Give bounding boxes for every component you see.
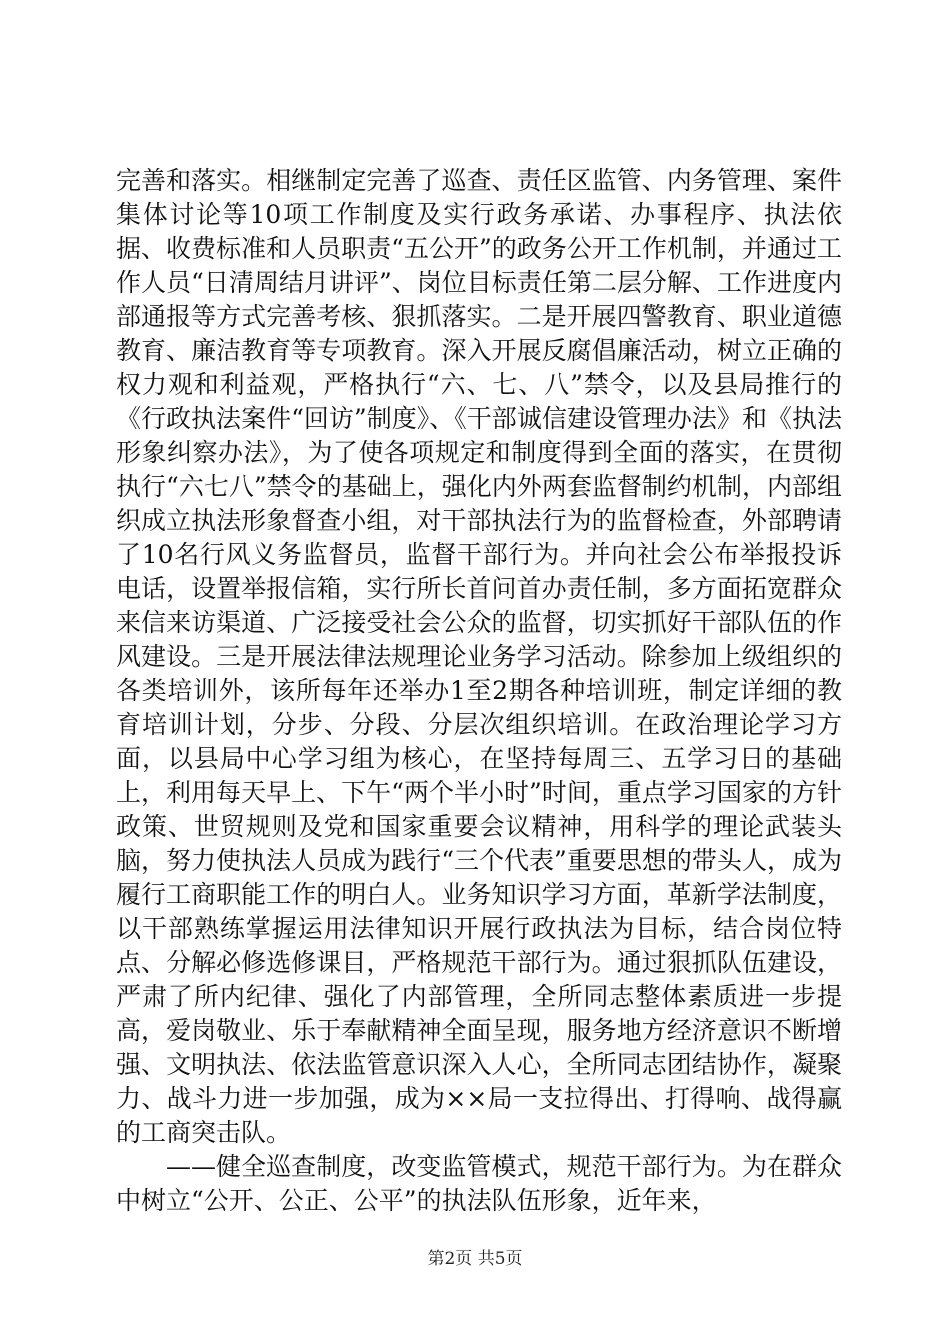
paragraph-1: 完善和落实。相继制定完善了巡查、责任区监管、内务管理、案件集体讨论等10项工作制度及实行政务承诺、办事程序、执法依据、收费标准和人员职责“五公开”的政务公开工作机制，并通过工作人员“日清周结月讲评”、岗位目标责任第二层分解、工作进度内部通报等方式完善考核、狠抓落实。二是开展四警教育、职业道德教育、廉洁教育等专项教育。深入开展反腐倡廉活动，树立正确的权力观和利益观，严格执行“六、七、八”禁令，以及县局推行的《行政执法案件“回访”制度》、《干部诚信建设管理办法》和《执法形象纠察办法》，为了使各项规定和制度得到全面的落实，在贯彻执行“六七八”禁令的基础上，强化内外两套监督制约机制，内部组织成立执法形象督查小组，对干部执法行为的监督检查，外部聘请了10名行风义务监督员，监督干部行为。并向社会公布举报投诉电话，设置举报信箱，实行所长首问首办责任制，多方面拓宽群众来信来访渠道、广泛接受社会公众的监督，切实抓好干部队伍的作风建设。三是开展法律法规理论业务学习活动。除参加上级组织的各类培训外，该所每年还举办1至2期各种培训班，制定详细的教育培训计划，分步、分段、分层次组织培训。在政治理论学习方面，以县局中心学习组为核心，在坚持每周三、五学习日的基础上，利用每天早上、下午“两个半小时”时间，重点学习国家的方针政策、世贸规则及党和国家重要会议精神，用科学的理论武装头脑，努力使执法人员成为践行“三个代表”重要思想的带头人，成为履行工商职能工作的明白人。业务知识学习方面，革新学法制度，以干部熟练掌握运用法律知识开展行政执法为目标，结合岗位特点、分解必修选修课目，严格规范干部行为。通过狠抓队伍建设，严肃了所内纪律、强化了内部管理，全所同志整体素质进一步提高，爱岗敬业、乐于奉献精神全面呈现，服务地方经济意识不断增强、文明执法、依法监管意识深入人心，全所同志团结协作，凝聚力、战斗力进一步加强，成为××局一支拉得出、打得响、战得赢的工商突击队。 (116, 166, 842, 1147)
page-footer: 第2页 共5页 (427, 1249, 523, 1269)
paragraph-2: ——健全巡查制度，改变监管模式，规范干部行为。为在群众中树立“公开、公正、公平”的执法队伍形象，近年来， (116, 1152, 842, 1215)
document-body (116, 164, 842, 1218)
